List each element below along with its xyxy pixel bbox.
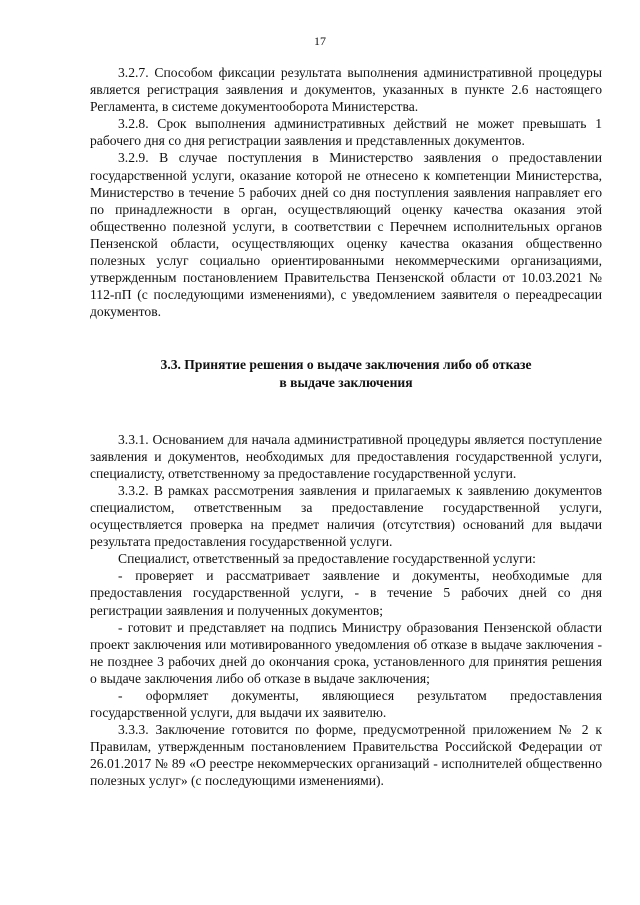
paragraph-3-3-3: 3.3.3. Заключение готовится по форме, предусмотренной приложением № 2 к Правилам, утвержденным постановлением Правительства Российской Федерации от 26.01.2017 № 89 «О реестре некоммерческих организаций - исполнителей общественно полезных услуг» (с последующими изменениями).	[90, 722, 602, 789]
list-item-check-documents: - проверяет и рассматривает заявление и документы, необходимые для предоставления государственной услуги, - в течение 5 рабочих дней со дня регистрации заявления и полученных документов;	[90, 568, 602, 618]
paragraph-3-2-7: 3.2.7. Способом фиксации результата выполнения административной процедуры является регистрация заявления и документов, указанных в пункте 2.6 настоящего Регламента, в системе документооборота Министерства.	[90, 65, 602, 115]
page-number: 17	[314, 34, 326, 48]
paragraph-3-2-8: 3.2.8. Срок выполнения административных действий не может превышать 1 рабочего дня со дня регистрации заявления и представленных документов.	[90, 116, 602, 149]
list-item-issue-documents: - оформляет документы, являющиеся результатом предоставления государственной услуги, для выдачи их заявителю.	[90, 688, 602, 721]
specialist-intro: Специалист, ответственный за предоставление государственной услуги:	[118, 551, 536, 567]
document-body	[90, 64, 602, 790]
section-title-line-2: в выдаче заключения	[279, 374, 413, 390]
paragraph-3-2-9: 3.2.9. В случае поступления в Министерство заявления о предоставлении государственной услуги, оказание которой не отнесено к компетенции Министерства, Министерство в течение 5 рабочих дней со дня поступления заявления направляет его по принадлежности в орган, осуществляющий оценку качества оказания этой общественно полезной услуги, в соответствии с Перечнем исполнительных органов Пензенской области, осуществляющих оценку качества оказания общественно полезных услуг социально ориентированными некоммерческими организациями, утвержденным постановлением Правительства Пензенской области от 10.03.2021 № 112-пП (с последующими изменениями), с уведомлением заявителя о переадресации документов.	[90, 150, 602, 320]
paragraph-3-3-1: 3.3.1. Основанием для начала административной процедуры является поступление заявления и документов, необходимых для предоставления государственной услуги, специалисту, ответственному за предоставление государственной услуги.	[90, 431, 602, 481]
list-item-prepare-draft: - готовит и представляет на подпись Министру образования Пензенской области проект заключения или мотивированного уведомления об отказе в выдаче заключения - не позднее 3 рабочих дней до окончания срока, установленного для принятия решения о выдаче заключения либо об отказе в выдаче заключения;	[90, 619, 602, 686]
section-title-line-1: 3.3. Принятие решения о выдаче заключения либо об отказе	[160, 357, 532, 373]
section-title	[90, 356, 602, 390]
paragraph-3-3-2: 3.3.2. В рамках рассмотрения заявления и прилагаемых к заявлению документов специалистом, ответственным за предоставление государственной услуги, осуществляется проверка на предмет наличия (отсутствия) оснований для выдачи результата предоставления государственной услуги.	[90, 482, 602, 550]
